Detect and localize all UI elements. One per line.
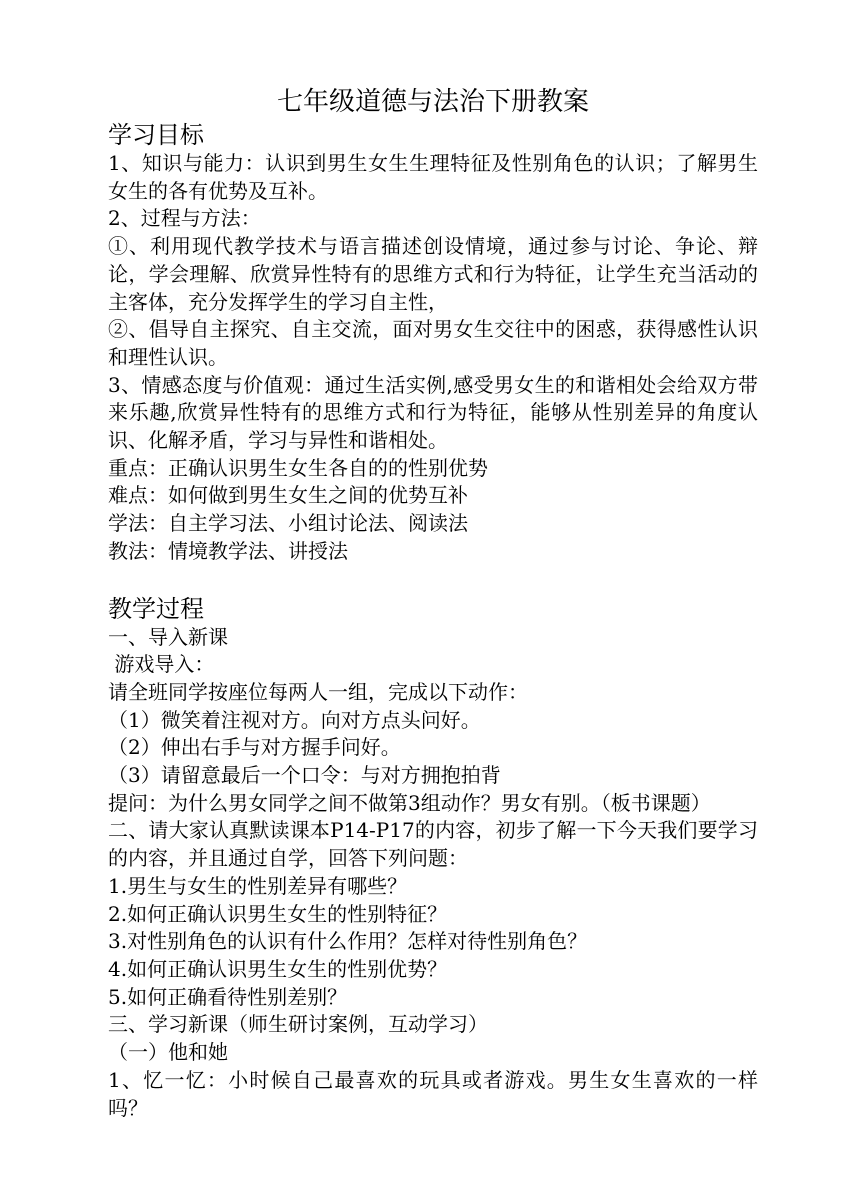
process-paragraph: （2）伸出右手与对方握手问好。 xyxy=(108,735,401,760)
document-title: 七年级道德与法治下册教案 xyxy=(276,87,589,117)
objective-paragraph: 2、过程与方法： xyxy=(108,206,261,231)
process-paragraph: 二、请大家认真默读课本P14-P17的内容，初步了解一下今天我们要学习的内容，并且通过自学，回答下列问题： xyxy=(108,818,758,871)
objectives-heading: 学习目标 xyxy=(108,121,204,149)
difficulty-line: 难点：如何做到男生女生之间的优势互补 xyxy=(108,483,468,508)
question-item: 1.男生与女生的性别差异有哪些？ xyxy=(108,873,408,898)
objective-paragraph: 3、情感态度与价值观：通过生活实例,感受男女生的和谐相处会给双方带来乐趣,欣赏异性特有的思维方式和行为特征，能够从性别差异的角度认识、化解矛盾，学习与异性和谐相处。 xyxy=(108,372,758,453)
process-paragraph: 一、导入新课 xyxy=(108,624,228,649)
process-heading: 教学过程 xyxy=(108,594,204,623)
objective-paragraph: 1、知识与能力：认识到男生女生生理特征及性别角色的认识；了解男生女生的各有优势及互补。 xyxy=(108,151,758,203)
process-paragraph: （1）微笑着注视对方。向对方点头问好。 xyxy=(108,707,481,732)
question-item: 2.如何正确认识男生女生的性别特征？ xyxy=(108,901,448,926)
objective-paragraph: ①、利用现代教学技术与语言描述创设情境，通过参与讨论、争论、辩论，学会理解、欣赏异性特有的思维方式和行为特征，让学生充当活动的主客体，充分发挥学生的学习自主性， xyxy=(108,234,758,314)
question-item: 4.如何正确认识男生女生的性别优势？ xyxy=(108,956,448,981)
objective-paragraph: ②、倡导自主探究、自主交流，面对男女生交往中的困惑，获得感性认识和理性认识。 xyxy=(108,317,758,369)
process-paragraph: 三、学习新课（师生研讨案例，互动学习） xyxy=(108,1012,488,1037)
blank-line xyxy=(108,566,758,594)
question-item: 3.对性别角色的认识有什么作用？怎样对待性别角色？ xyxy=(108,929,588,954)
process-paragraph: 请全班同学按座位每两人一组，完成以下动作： xyxy=(108,679,528,704)
process-paragraph: 1、忆一忆：小时候自己最喜欢的玩具或者游戏。男生女生喜欢的一样吗？ xyxy=(108,1067,758,1120)
document-page xyxy=(108,84,758,1122)
process-paragraph: （3）请留意最后一个口令：与对方拥抱拍背 xyxy=(108,763,501,788)
key-point-line: 重点：正确认识男生女生各自的的性别优势 xyxy=(108,455,488,480)
process-paragraph: （一）他和她 xyxy=(108,1040,228,1065)
teaching-method-line: 教法：情境教学法、讲授法 xyxy=(108,538,348,563)
process-paragraph: 游戏导入： xyxy=(108,652,215,677)
learning-method-line: 学法：自主学习法、小组讨论法、阅读法 xyxy=(108,511,468,536)
question-item: 5.如何正确看待性别差别？ xyxy=(108,984,348,1009)
process-paragraph: 提问：为什么男女同学之间不做第3组动作？男女有别。（板书课题） xyxy=(108,790,711,815)
